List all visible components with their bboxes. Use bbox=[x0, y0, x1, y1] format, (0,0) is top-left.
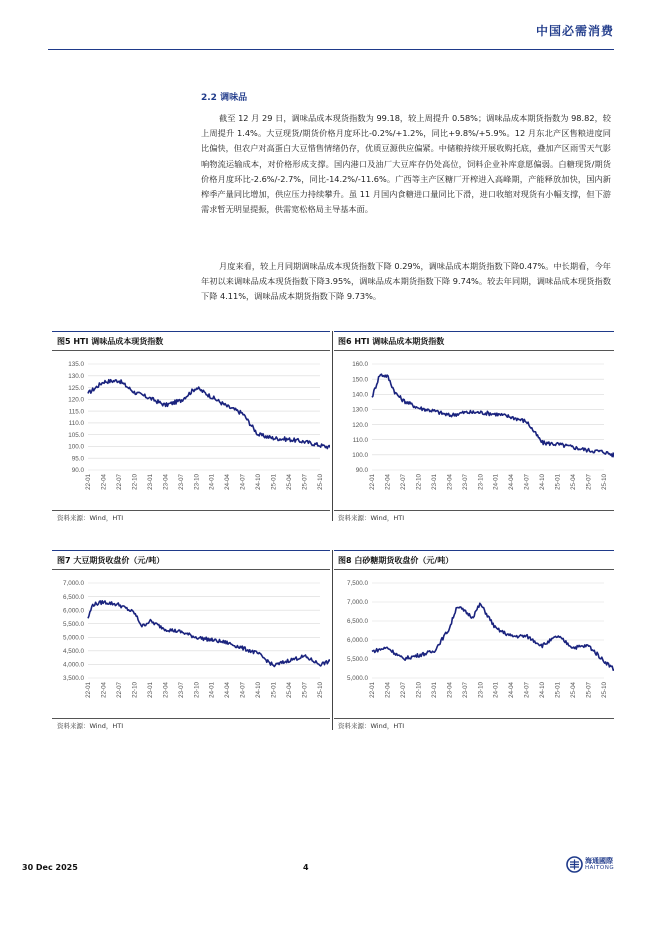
x-tick-label: 23-10 bbox=[477, 474, 485, 490]
y-tick-label: 110.0 bbox=[68, 420, 84, 428]
figure-7-source: 资料来源：Wind，HTI bbox=[57, 722, 124, 730]
y-tick-label: 6,000.0 bbox=[62, 607, 84, 615]
x-tick-label: 24-01 bbox=[208, 682, 216, 698]
y-tick-label: 120.0 bbox=[68, 396, 84, 404]
y-tick-label: 110.0 bbox=[352, 436, 368, 444]
x-tick-label: 24-01 bbox=[492, 682, 500, 698]
y-tick-label: 90.0 bbox=[71, 467, 84, 475]
x-tick-label: 23-10 bbox=[193, 682, 201, 698]
y-tick-label: 120.0 bbox=[352, 421, 368, 429]
x-tick-label: 25-01 bbox=[554, 474, 562, 490]
x-tick-label: 24-04 bbox=[224, 682, 232, 698]
x-tick-label: 24-07 bbox=[523, 682, 531, 698]
y-tick-label: 140.0 bbox=[352, 391, 368, 399]
section-title: 2.2 调味品 bbox=[201, 93, 248, 103]
series-line bbox=[372, 374, 614, 457]
x-tick-label: 22-10 bbox=[131, 474, 139, 490]
y-tick-label: 90.0 bbox=[355, 467, 368, 475]
figure-7-title-rule bbox=[52, 569, 330, 570]
y-tick-label: 135.0 bbox=[68, 361, 84, 369]
x-tick-label: 25-01 bbox=[270, 682, 278, 698]
x-tick-label: 22-01 bbox=[369, 474, 376, 490]
x-tick-label: 24-10 bbox=[255, 682, 263, 698]
x-tick-label: 23-01 bbox=[430, 474, 438, 490]
figure-5-source: 资料来源：Wind，HTI bbox=[57, 514, 124, 522]
x-tick-label: 22-07 bbox=[399, 474, 407, 490]
logo-cn-text: 海通國際 bbox=[585, 857, 613, 865]
y-tick-label: 150.0 bbox=[352, 376, 368, 384]
figure-6-source: 资料来源：Wind，HTI bbox=[338, 514, 405, 522]
y-tick-label: 5,500.0 bbox=[62, 620, 84, 628]
figure-8-source: 资料来源：Wind，HTI bbox=[338, 722, 405, 730]
x-tick-label: 22-07 bbox=[115, 682, 123, 698]
figure-7-svg bbox=[52, 573, 330, 718]
x-tick-label: 25-10 bbox=[317, 682, 324, 698]
y-tick-label: 125.0 bbox=[68, 384, 84, 392]
footer-page-number: 4 bbox=[303, 863, 309, 872]
y-tick-label: 5,500.0 bbox=[346, 656, 368, 664]
figure-6-title-rule bbox=[334, 350, 614, 351]
x-tick-label: 22-04 bbox=[100, 682, 108, 698]
x-tick-label: 25-07 bbox=[585, 682, 593, 698]
x-tick-label: 23-01 bbox=[146, 682, 154, 698]
x-tick-label: 25-10 bbox=[601, 474, 608, 490]
x-tick-label: 25-04 bbox=[570, 474, 578, 490]
figure-row-2-separator bbox=[332, 550, 333, 730]
y-tick-label: 6,000.0 bbox=[346, 637, 368, 645]
header-brand: 中国必需消费 bbox=[535, 24, 614, 38]
y-tick-label: 7,000.0 bbox=[62, 580, 84, 588]
x-tick-label: 24-10 bbox=[539, 682, 547, 698]
x-tick-label: 24-04 bbox=[508, 682, 516, 698]
series-line bbox=[88, 601, 330, 667]
figure-8-chart bbox=[334, 573, 614, 718]
y-tick-label: 160.0 bbox=[352, 361, 368, 369]
x-tick-label: 23-10 bbox=[477, 682, 485, 698]
x-tick-label: 25-01 bbox=[554, 682, 562, 698]
y-tick-label: 5,000.0 bbox=[346, 675, 368, 683]
x-tick-label: 25-04 bbox=[286, 474, 294, 490]
x-tick-label: 25-07 bbox=[301, 682, 309, 698]
series-line bbox=[88, 380, 330, 449]
figure-8-title: 图8 白砂糖期货收盘价（元/吨） bbox=[338, 556, 454, 565]
figure-7-bottom-rule bbox=[52, 718, 330, 719]
x-tick-label: 22-10 bbox=[131, 682, 139, 698]
x-tick-label: 22-04 bbox=[100, 474, 108, 490]
x-tick-label: 22-01 bbox=[85, 682, 92, 698]
y-tick-label: 7,500.0 bbox=[346, 580, 368, 588]
figure-row-1-separator bbox=[332, 331, 333, 521]
figure-8-title-rule bbox=[334, 569, 614, 570]
x-tick-label: 24-10 bbox=[539, 474, 547, 490]
x-tick-label: 24-07 bbox=[523, 474, 531, 490]
figure-7-top-rule bbox=[52, 550, 330, 551]
figure-5-title-rule bbox=[52, 350, 330, 351]
figure-8-top-rule bbox=[334, 550, 614, 551]
y-tick-label: 115.0 bbox=[68, 408, 84, 416]
x-tick-label: 23-07 bbox=[461, 474, 469, 490]
paragraph-1: 截至 12 月 29 日，调味品成本现货指数为 99.18，较上周提升 0.58%；调味品成本期货指数为 98.82，较上周提升 1.4%。大豆现货/期货价格月度环比-0.2%/+1.2%，同比+9.8%/+5.9%。12 月东北产区售粮进度同比偏快，但农户对高蛋白大豆惜售情绪仍存，优质豆源供应偏紧。中储粮持续开展收购托底，叠加产区雨雪天气影响物流运输成本，对价格形成支撑。国内港口及油厂大豆库存仍处高位，饲料企业补库意愿偏弱。白糖现货/期货价格月度环比-2.6%/-2.7%，同比-14.2%/-11.6%。广西等主产区糖厂开榨进入高峰期，产能释放加快，国内新榨季产量同比增加，供应压力持续攀升。虽 11 月国内食糖进口量同比下滑，进口收缩对现货有小幅支撑，但下游需求暂无明显提振，供需宽松格局主导基本面。 bbox=[201, 113, 611, 215]
haitong-logo bbox=[566, 855, 626, 877]
figure-8-svg bbox=[334, 573, 614, 718]
y-tick-label: 95.0 bbox=[71, 455, 84, 463]
x-tick-label: 22-01 bbox=[369, 682, 376, 698]
x-tick-label: 23-04 bbox=[446, 474, 454, 490]
series-line bbox=[372, 603, 614, 672]
figure-5-svg bbox=[52, 354, 330, 510]
y-tick-label: 3,500.0 bbox=[62, 675, 84, 683]
y-tick-label: 6,500.0 bbox=[346, 618, 368, 626]
figure-6-chart bbox=[334, 354, 614, 510]
figure-7-chart bbox=[52, 573, 330, 718]
x-tick-label: 25-07 bbox=[585, 474, 593, 490]
y-tick-label: 6,500.0 bbox=[62, 593, 84, 601]
figure-6-bottom-rule bbox=[334, 510, 614, 511]
x-tick-label: 25-04 bbox=[570, 682, 578, 698]
x-tick-label: 23-07 bbox=[177, 474, 185, 490]
figure-7-title: 图7 大豆期货收盘价（元/吨） bbox=[57, 556, 165, 565]
figure-8-bottom-rule bbox=[334, 718, 614, 719]
figure-5-bottom-rule bbox=[52, 510, 330, 511]
x-tick-label: 24-01 bbox=[208, 474, 216, 490]
x-tick-label: 22-07 bbox=[115, 474, 123, 490]
figure-5-top-rule bbox=[52, 331, 330, 332]
x-tick-label: 23-04 bbox=[446, 682, 454, 698]
x-tick-label: 25-07 bbox=[301, 474, 309, 490]
figure-5-chart bbox=[52, 354, 330, 510]
y-tick-label: 130.0 bbox=[352, 406, 368, 414]
x-tick-label: 24-07 bbox=[239, 474, 247, 490]
y-tick-label: 105.0 bbox=[68, 431, 84, 439]
x-tick-label: 22-10 bbox=[415, 682, 423, 698]
figure-6-top-rule bbox=[334, 331, 614, 332]
x-tick-label: 22-01 bbox=[85, 474, 92, 490]
figure-5-title: 图5 HTI 调味品成本现货指数 bbox=[57, 337, 164, 346]
x-tick-label: 22-04 bbox=[384, 682, 392, 698]
y-tick-label: 5,000.0 bbox=[62, 634, 84, 642]
x-tick-label: 23-04 bbox=[162, 474, 170, 490]
x-tick-label: 23-07 bbox=[461, 682, 469, 698]
x-tick-label: 25-10 bbox=[601, 682, 608, 698]
x-tick-label: 25-01 bbox=[270, 474, 278, 490]
x-tick-label: 22-07 bbox=[399, 682, 407, 698]
x-tick-label: 24-04 bbox=[224, 474, 232, 490]
logo-en-text: HAITONG bbox=[585, 865, 615, 871]
x-tick-label: 23-01 bbox=[430, 682, 438, 698]
figure-6-title: 图6 HTI 调味品成本期货指数 bbox=[338, 337, 445, 346]
x-tick-label: 23-07 bbox=[177, 682, 185, 698]
y-tick-label: 100.0 bbox=[352, 452, 368, 460]
x-tick-label: 24-07 bbox=[239, 682, 247, 698]
x-tick-label: 22-04 bbox=[384, 474, 392, 490]
paragraph-2: 月度来看，较上月同期调味品成本现货指数下降 0.29%，调味品成本期货指数下降0.47%。中长期看，今年年初以来调味品成本现货指数下降3.95%，调味品成本期货指数下降 9.74%。较去年同期，调味品成本现货指数下降 4.11%，调味品成本期货指数下降 9.73%。 bbox=[201, 261, 611, 302]
header-rule bbox=[48, 49, 614, 50]
figure-6-svg bbox=[334, 354, 614, 510]
x-tick-label: 24-04 bbox=[508, 474, 516, 490]
x-tick-label: 24-10 bbox=[255, 474, 263, 490]
footer-date: 30 Dec 2025 bbox=[22, 863, 78, 872]
y-tick-label: 4,000.0 bbox=[62, 661, 84, 669]
y-tick-label: 7,000.0 bbox=[346, 599, 368, 607]
x-tick-label: 23-10 bbox=[193, 474, 201, 490]
y-tick-label: 4,500.0 bbox=[62, 648, 84, 656]
x-tick-label: 23-01 bbox=[146, 474, 154, 490]
haitong-logo-icon bbox=[566, 856, 583, 873]
x-tick-label: 22-10 bbox=[415, 474, 423, 490]
x-tick-label: 25-04 bbox=[286, 682, 294, 698]
x-tick-label: 23-04 bbox=[162, 682, 170, 698]
x-tick-label: 25-10 bbox=[317, 474, 324, 490]
y-tick-label: 130.0 bbox=[68, 372, 84, 380]
y-tick-label: 100.0 bbox=[68, 443, 84, 451]
x-tick-label: 24-01 bbox=[492, 474, 500, 490]
